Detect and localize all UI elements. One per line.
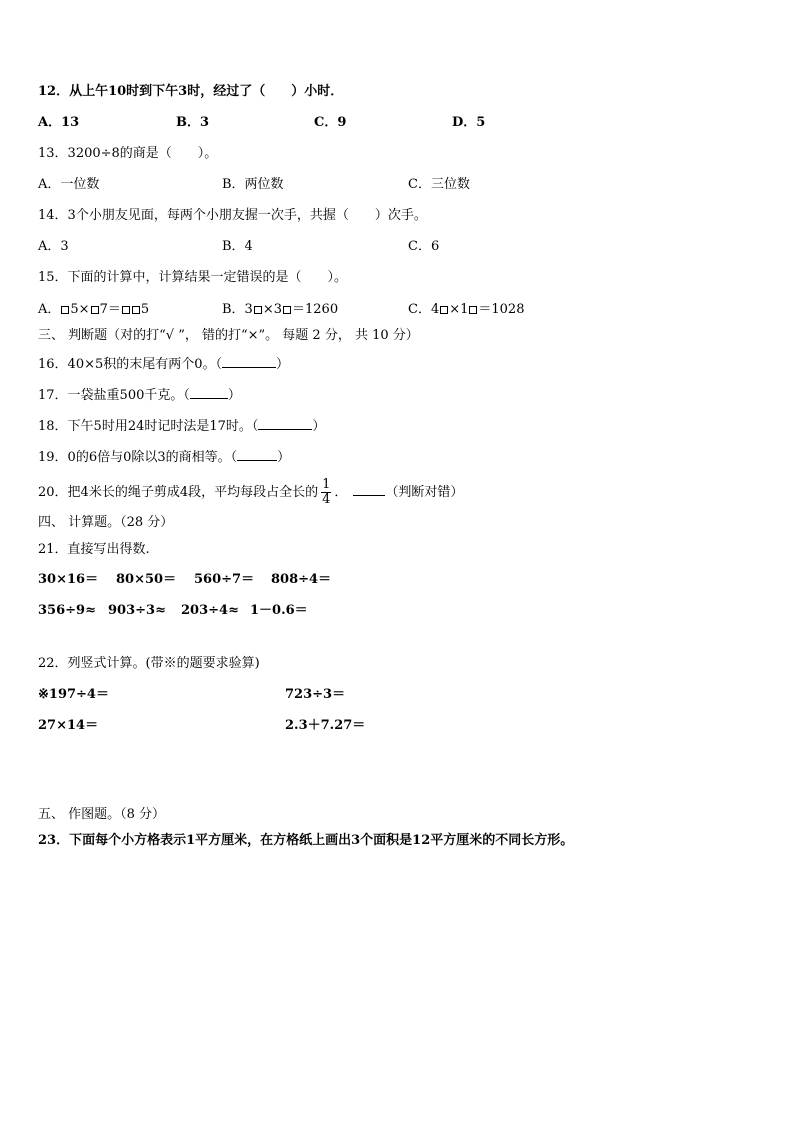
digit-box	[91, 306, 99, 314]
q15-option-c[interactable]	[408, 302, 524, 318]
calc-item: 723÷3＝	[285, 687, 346, 702]
q15-option-a[interactable]	[38, 302, 149, 318]
answer-blank[interactable]	[237, 448, 277, 461]
q15-a-prefix: A．	[38, 302, 61, 317]
q16-close: ）	[276, 357, 290, 372]
q15-c-mid: ×1	[449, 302, 469, 317]
calc-item: ※197÷4＝	[38, 687, 109, 702]
fraction	[321, 478, 331, 507]
section-5-heading: 五、 作图题。（8 分）	[38, 807, 166, 822]
digit-box	[122, 306, 130, 314]
calc-item: 80×50＝	[116, 572, 177, 587]
q12-option-d[interactable]: D．5	[452, 115, 486, 130]
q13-option-b[interactable]: B．两位数	[222, 177, 284, 192]
q12-option-a[interactable]: A．13	[38, 115, 80, 130]
section-3-heading: 三、 判断题（对的打“√ ”， 错的打“×”。 每题 2 分， 共 10 分）	[38, 328, 419, 343]
q18-text: 18．下午5时用24时记时法是17时。（	[38, 419, 259, 434]
calc-item: 30×16＝	[38, 572, 99, 587]
q19-close: ）	[277, 450, 291, 465]
q12-option-c[interactable]: C．9	[314, 115, 347, 130]
fraction-denominator: 4	[322, 492, 331, 507]
q15-c-end: ＝1028	[478, 302, 525, 317]
calc-item: 560÷7＝	[194, 572, 255, 587]
q19-text: 19．0的6倍与0除以3的商相等。（	[38, 450, 238, 465]
q12-option-b[interactable]: B．3	[176, 115, 210, 130]
calc-item: 356÷9≈	[38, 603, 96, 618]
question-20	[38, 478, 463, 508]
q15-b-prefix: B．3	[222, 302, 253, 317]
question-17	[38, 386, 241, 404]
q15-a-part2: 7＝	[99, 302, 121, 317]
digit-box	[132, 306, 140, 314]
section-4-heading: 四、 计算题。（28 分）	[38, 515, 174, 530]
question-15: 15．下面的计算中，计算结果一定错误的是（ ）。	[38, 270, 348, 285]
q13-option-c[interactable]: C．三位数	[408, 177, 470, 192]
q20-suffix: （判断对错）	[385, 485, 464, 500]
question-14: 14．3个小朋友见面，每两个小朋友握一次手，共握（ ）次手。	[38, 208, 427, 223]
q15-option-b[interactable]	[222, 302, 338, 318]
q17-text: 17．一袋盐重500千克。（	[38, 388, 190, 403]
answer-blank[interactable]	[353, 483, 385, 496]
q15-a-part1: 5×	[70, 302, 90, 317]
q15-c-prefix: C．4	[408, 302, 440, 317]
question-13: 13．3200÷8的商是（ ）。	[38, 146, 218, 161]
fraction-numerator: 1	[322, 477, 331, 492]
question-23: 23．下面每个小方格表示1平方厘米，在方格纸上画出3个面积是12平方厘米的不同长方形。	[38, 833, 574, 848]
calc-item: 2.3＋7.27＝	[285, 718, 366, 733]
q20-text: 20．把4米长的绳子剪成4段，平均每段占全长的	[38, 485, 319, 500]
digit-box	[469, 306, 477, 314]
question-12: 12．从上午10时到下午3时，经过了（ ）小时．	[38, 84, 344, 99]
question-21: 21．直接写出得数.	[38, 542, 150, 557]
q16-text: 16．40×5积的末尾有两个0。（	[38, 357, 223, 372]
calc-item: 203÷4≈	[181, 603, 239, 618]
question-16	[38, 355, 289, 373]
digit-box	[61, 306, 69, 314]
calc-item: 27×14＝	[38, 718, 99, 733]
q14-option-b[interactable]: B．4	[222, 239, 253, 254]
calc-item: 903÷3≈	[108, 603, 166, 618]
answer-blank[interactable]	[190, 386, 228, 399]
answer-blank[interactable]	[222, 355, 276, 368]
q13-option-a[interactable]: A．一位数	[38, 177, 100, 192]
q14-option-c[interactable]: C．6	[408, 239, 440, 254]
q18-close: ）	[312, 419, 326, 434]
digit-box	[254, 306, 262, 314]
answer-blank[interactable]	[258, 417, 312, 430]
q14-option-a[interactable]: A．3	[38, 239, 69, 254]
q17-close: ）	[227, 388, 241, 403]
calc-item: 808÷4＝	[271, 572, 332, 587]
q20-dot: ．	[334, 485, 348, 500]
q15-a-end: 5	[140, 302, 150, 317]
question-18	[38, 417, 325, 435]
digit-box	[283, 306, 291, 314]
question-19	[38, 448, 290, 466]
digit-box	[440, 306, 448, 314]
q15-b-end: ＝1260	[292, 302, 339, 317]
question-22: 22．列竖式计算。(带※的题要求验算)	[38, 656, 260, 671]
calc-item: 1－0.6＝	[250, 603, 308, 618]
q15-b-mid: ×3	[262, 302, 282, 317]
